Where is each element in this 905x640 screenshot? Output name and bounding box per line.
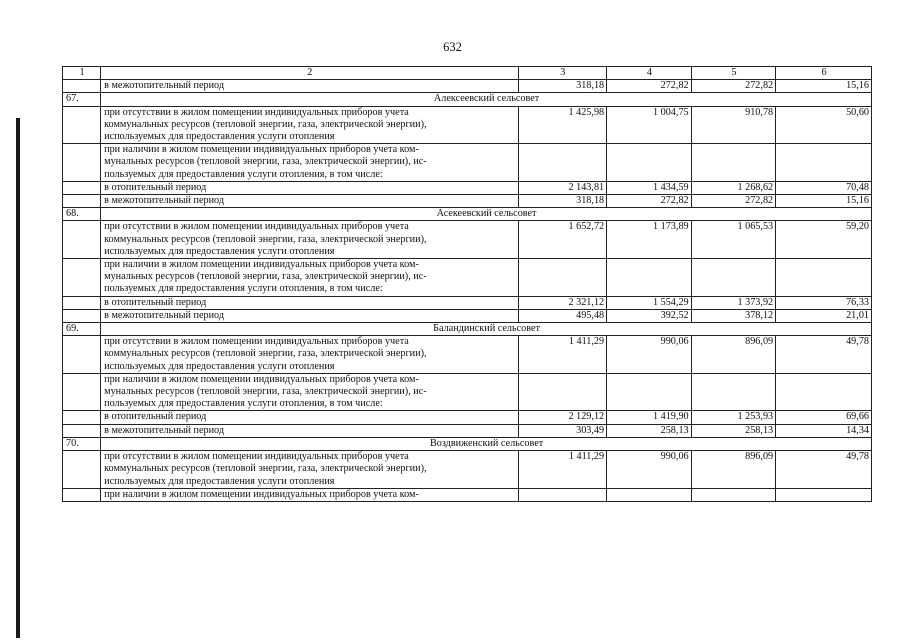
value-cell: 14,34 — [776, 424, 872, 437]
row-description — [101, 336, 518, 374]
value-cell — [776, 259, 872, 297]
column-number-row — [63, 67, 872, 80]
value-cell: 15,16 — [776, 195, 872, 208]
row-description — [101, 488, 518, 501]
value-cell — [607, 488, 692, 501]
period-row — [63, 80, 872, 93]
period-label: в отопительный период — [101, 181, 518, 194]
row-number-cell — [63, 259, 101, 297]
description-line: используемых для предоставления услуги отопления — [104, 360, 335, 372]
value-cell: 15,16 — [776, 80, 872, 93]
description-row — [63, 144, 872, 182]
period-row — [63, 309, 872, 322]
value-cell: 910,78 — [691, 106, 776, 144]
value-cell: 272,82 — [607, 195, 692, 208]
value-cell: 1 253,93 — [691, 411, 776, 424]
description-line: при наличии в жилом помещении индивидуальных приборов учета ком- — [104, 259, 419, 271]
value-cell — [518, 259, 607, 297]
section-number: 68. — [63, 208, 101, 221]
row-description — [101, 373, 518, 411]
section-row — [63, 93, 872, 106]
description-line: коммунальных ресурсов (тепловой энергии, газа, электрической энергии), — [104, 118, 427, 130]
value-cell: 1 411,29 — [518, 336, 607, 374]
value-cell: 392,52 — [607, 309, 692, 322]
period-row — [63, 181, 872, 194]
row-number-cell — [63, 181, 101, 194]
description-line: коммунальных ресурсов (тепловой энергии, газа, электрической энергии), — [104, 233, 427, 245]
value-cell: 258,13 — [607, 424, 692, 437]
section-number: 70. — [63, 437, 101, 450]
column-header: 6 — [776, 67, 872, 80]
value-cell — [518, 144, 607, 182]
description-line: при отсутствии в жилом помещении индивидуальных приборов учета — [104, 336, 409, 348]
column-header: 4 — [607, 67, 692, 80]
value-cell — [691, 373, 776, 411]
description-row — [63, 451, 872, 489]
value-cell: 1 419,90 — [607, 411, 692, 424]
period-label: в межотопительный период — [101, 80, 518, 93]
description-line: используемых для предоставления услуги отопления — [104, 245, 335, 257]
row-number-cell — [63, 411, 101, 424]
description-line: при наличии в жилом помещении индивидуальных приборов учета ком- — [104, 144, 419, 156]
value-cell: 990,06 — [607, 451, 692, 489]
value-cell — [518, 373, 607, 411]
section-row — [63, 208, 872, 221]
period-row — [63, 411, 872, 424]
value-cell: 2 129,12 — [518, 411, 607, 424]
description-line: коммунальных ресурсов (тепловой энергии, газа, электрической энергии), — [104, 348, 427, 360]
value-cell: 1 411,29 — [518, 451, 607, 489]
row-number-cell — [63, 373, 101, 411]
period-label: в отопительный период — [101, 296, 518, 309]
value-cell: 303,49 — [518, 424, 607, 437]
value-cell: 1 554,29 — [607, 296, 692, 309]
description-row — [63, 488, 872, 501]
row-description — [101, 451, 518, 489]
value-cell — [691, 259, 776, 297]
row-number-cell — [63, 144, 101, 182]
value-cell: 990,06 — [607, 336, 692, 374]
value-cell: 272,82 — [691, 195, 776, 208]
description-line: пользуемых для предоставления услуги отопления, в том числе: — [104, 283, 383, 295]
value-cell: 1 004,75 — [607, 106, 692, 144]
description-row — [63, 373, 872, 411]
value-cell: 258,13 — [691, 424, 776, 437]
period-label: в отопительный период — [101, 411, 518, 424]
section-name: Алексеевский сельсовет — [101, 93, 872, 106]
value-cell — [607, 373, 692, 411]
description-line: мунальных ресурсов (тепловой энергии, газа, электрической энергии), ис- — [104, 156, 427, 168]
value-cell — [776, 144, 872, 182]
description-line: при отсутствии в жилом помещении индивидуальных приборов учета — [104, 451, 409, 463]
period-label: в межотопительный период — [101, 424, 518, 437]
value-cell — [776, 373, 872, 411]
value-cell: 378,12 — [691, 309, 776, 322]
row-description — [101, 144, 518, 182]
description-line: мунальных ресурсов (тепловой энергии, газа, электрической энергии), ис- — [104, 386, 427, 398]
description-line: при отсутствии в жилом помещении индивидуальных приборов учета — [104, 221, 409, 233]
value-cell: 1 434,59 — [607, 181, 692, 194]
value-cell: 49,78 — [776, 451, 872, 489]
value-cell: 2 143,81 — [518, 181, 607, 194]
section-name: Асекеевский сельсовет — [101, 208, 872, 221]
period-row — [63, 296, 872, 309]
value-cell: 896,09 — [691, 451, 776, 489]
section-row — [63, 323, 872, 336]
period-label: в межотопительный период — [101, 309, 518, 322]
row-description — [101, 221, 518, 259]
description-line: мунальных ресурсов (тепловой энергии, газа, электрической энергии), ис- — [104, 271, 427, 283]
period-label: в межотопительный период — [101, 195, 518, 208]
value-cell — [607, 144, 692, 182]
value-cell — [691, 144, 776, 182]
value-cell: 318,18 — [518, 80, 607, 93]
description-row — [63, 106, 872, 144]
row-description — [101, 106, 518, 144]
value-cell: 1 652,72 — [518, 221, 607, 259]
value-cell: 896,09 — [691, 336, 776, 374]
value-cell: 50,60 — [776, 106, 872, 144]
value-cell: 70,48 — [776, 181, 872, 194]
value-cell: 495,48 — [518, 309, 607, 322]
section-number: 69. — [63, 323, 101, 336]
description-line: при наличии в жилом помещении индивидуальных приборов учета ком- — [104, 373, 419, 385]
row-number-cell — [63, 195, 101, 208]
description-line: пользуемых для предоставления услуги отопления, в том числе: — [104, 398, 383, 410]
row-number-cell — [63, 80, 101, 93]
description-row — [63, 221, 872, 259]
section-number: 67. — [63, 93, 101, 106]
value-cell — [607, 259, 692, 297]
column-header: 3 — [518, 67, 607, 80]
column-header: 2 — [101, 67, 518, 80]
row-number-cell — [63, 336, 101, 374]
value-cell: 1 268,62 — [691, 181, 776, 194]
value-cell: 76,33 — [776, 296, 872, 309]
page-number: 632 — [443, 40, 462, 54]
description-line: используемых для предоставления услуги отопления — [104, 475, 335, 487]
section-name: Баландинский сельсовет — [101, 323, 872, 336]
row-number-cell — [63, 424, 101, 437]
column-header: 5 — [691, 67, 776, 80]
row-number-cell — [63, 106, 101, 144]
value-cell — [776, 488, 872, 501]
row-number-cell — [63, 221, 101, 259]
section-name: Воздвиженский сельсовет — [101, 437, 872, 450]
tariff-table — [62, 66, 872, 502]
value-cell: 272,82 — [691, 80, 776, 93]
description-line: при наличии в жилом помещении индивидуальных приборов учета ком- — [104, 488, 419, 500]
value-cell: 1 425,98 — [518, 106, 607, 144]
description-row — [63, 336, 872, 374]
value-cell: 69,66 — [776, 411, 872, 424]
section-row — [63, 437, 872, 450]
value-cell: 1 173,89 — [607, 221, 692, 259]
row-number-cell — [63, 309, 101, 322]
value-cell — [691, 488, 776, 501]
value-cell: 1 373,92 — [691, 296, 776, 309]
description-line: пользуемых для предоставления услуги отопления, в том числе: — [104, 168, 383, 180]
table-body — [63, 80, 872, 502]
value-cell: 2 321,12 — [518, 296, 607, 309]
value-cell — [518, 488, 607, 501]
value-cell: 59,20 — [776, 221, 872, 259]
row-number-cell — [63, 488, 101, 501]
description-line: при отсутствии в жилом помещении индивидуальных приборов учета — [104, 106, 409, 118]
row-description — [101, 259, 518, 297]
period-row — [63, 424, 872, 437]
scan-edge-line — [16, 118, 20, 638]
value-cell: 272,82 — [607, 80, 692, 93]
description-line: используемых для предоставления услуги отопления — [104, 131, 335, 143]
value-cell: 318,18 — [518, 195, 607, 208]
value-cell: 1 065,53 — [691, 221, 776, 259]
row-number-cell — [63, 451, 101, 489]
description-line: коммунальных ресурсов (тепловой энергии, газа, электрической энергии), — [104, 463, 427, 475]
row-number-cell — [63, 296, 101, 309]
period-row — [63, 195, 872, 208]
value-cell: 49,78 — [776, 336, 872, 374]
column-header: 1 — [63, 67, 101, 80]
description-row — [63, 259, 872, 297]
value-cell: 21,01 — [776, 309, 872, 322]
